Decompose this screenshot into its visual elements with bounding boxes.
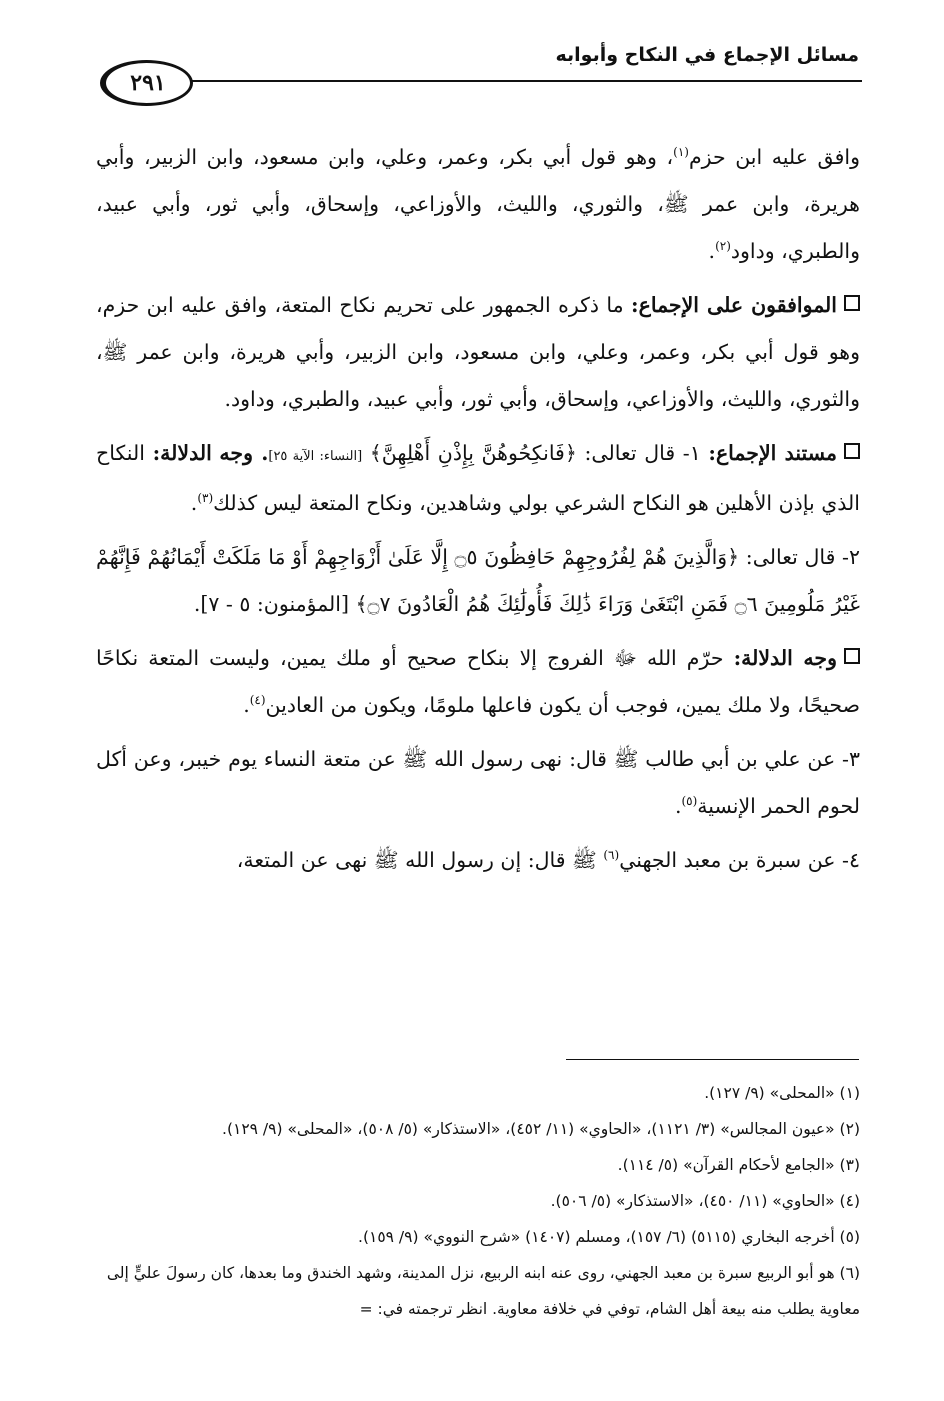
footnote-ref-2[interactable]: (٢) <box>715 239 731 254</box>
p3-text-a: ١- قال تعالى: ﴿فَانكِحُوهُنَّ بِإِذْنِ أَهْلِهِنَّ﴾ <box>369 441 701 465</box>
paragraph-3 <box>96 430 860 527</box>
footnote-2: (٢) «عيون المجالس» (٣/ ١١٢١)، «الحاوي» (١١/ ٤٥٢)، «الاستذكار» (٥/ ٥٠٨)، «المحلى» (٩/ ١٢٩). <box>222 1120 860 1138</box>
main-text <box>96 134 860 891</box>
footnote-ref-3[interactable]: (٣) <box>197 491 214 506</box>
p3-text-b: . وجه <box>219 441 269 465</box>
footnote-ref-6[interactable]: (٦) <box>603 848 620 863</box>
paragraph-2 <box>96 282 860 423</box>
section-marker-icon <box>844 443 860 459</box>
paragraph-7 <box>96 837 860 884</box>
p7-text-b: ﷺ قال: إن رسول الله ﷺ نهى عن المتعة، <box>236 848 597 872</box>
p6-text-b: . <box>674 794 682 818</box>
p6-text-a: ٣- عن علي بن أبي طالب ﷺ قال: نهى رسول الله ﷺ عن متعة النساء يوم خيبر، وعن أكل لحوم الحمر الإنسية <box>96 747 860 818</box>
p3-text-c: النكاح الذي بإذن الأهلين هو النكاح الشرعي بولي وشاهدين، ونكاح المتعة ليس كذلك <box>96 441 860 515</box>
footnote-ref-5[interactable]: (٥) <box>681 794 698 809</box>
verse-reference: [النساء: الآية ٢٥] <box>268 449 363 464</box>
paragraph-1 <box>96 134 860 275</box>
p5-text-a: حرّم الله ﷻ الفروج إلا بنكاح صحيح أو ملك يمين، وليست المتعة نكاحًا صحيحًا، ولا ملك يمين، فوجب أن يكون فاعلها ملومًا، ويكون من العادين <box>96 646 860 717</box>
p1-text-c: . <box>708 239 716 263</box>
p4-text: ٢- قال تعالى: ﴿وَالَّذِينَ هُمْ لِفُرُوجِهِمْ حَافِظُونَ ۝٥ إِلَّا عَلَىٰ أَزْوَاجِهِمْ أَوْ مَا مَلَكَتْ أَيْمَانُهُمْ فَإِنَّهُمْ غَيْرُ مَلُومِينَ ۝٦ فَمَنِ ابْتَغَىٰ وَرَاءَ ذَٰلِكَ فَأُولَٰئِكَ هُمُ الْعَادُونَ ۝٧﴾ [المؤمنون: ٥ - ٧]. <box>96 545 860 616</box>
section-heading-basis: مستند الإجماع: <box>708 441 837 465</box>
p1-text-b: ، وهو قول أبي بكر، وعمر، وعلي، وابن مسعود، وابن الزبير، وأبي هريرة، وابن عمر ﷺ، والثوري، والليث، والأوزاعي، وإسحاق، وأبي ثور، وأبي عبيد، والطبري، وداود <box>96 145 860 263</box>
paragraph-6 <box>96 736 860 830</box>
footnote-separator <box>566 1059 859 1060</box>
footnote-1: (١) «المحلى» (٩/ ١٢٧). <box>704 1084 860 1102</box>
section-marker-icon <box>844 648 860 664</box>
p3-text-d: . <box>190 491 198 515</box>
p5-text-b: . <box>243 693 250 717</box>
footnote-ref-4[interactable]: (٤) <box>249 693 266 708</box>
footnote-3: (٣) «الجامع لأحكام القرآن» (٥/ ١١٤). <box>617 1156 860 1174</box>
header-rule <box>175 80 862 82</box>
page-number-badge <box>100 60 193 106</box>
p1-text-a: وافق عليه ابن حزم <box>688 145 861 169</box>
footnote-6: (٦) هو أبو الربيع سبرة بن معبد الجهني، روى عنه ابنه الربيع، نزل المدينة، وشهد الخندق وما بعدها، كان رسولَ عليٍّ إلى معاوية يطلب منه بيعة أهل الشام، توفي في خلافة معاوية. انظر ترجمته في: = <box>106 1264 860 1318</box>
p2-text: ما ذكره الجمهور على تحريم نكاح المتعة، وافق عليه ابن حزم، وهو قول أبي بكر، وعمر، وعلي، وابن مسعود، وابن الزبير، وأبي هريرة، وابن عمر ﷺ، والثوري، والليث، والأوزاعي، وإسحاق، وأبي ثور، وأبي عبيد، والطبري، وداود. <box>96 293 860 411</box>
section-heading-evidence-2: وجه الدلالة: <box>733 646 837 670</box>
footnotes <box>92 1075 860 1327</box>
footnote-ref-1[interactable]: (١) <box>673 145 689 160</box>
footnote-4: (٤) «الحاوي» (١١/ ٤٥٠)، «الاستذكار» (٥/ ٥٠٦). <box>550 1192 860 1210</box>
footnote-5: (٥) أخرجه البخاري (٥١١٥) (٦/ ١٥٧)، ومسلم (١٤٠٧) «شرح النووي» (٩/ ١٥٩). <box>358 1228 860 1246</box>
paragraph-5 <box>96 635 860 729</box>
section-marker-icon <box>844 295 860 311</box>
paragraph-4 <box>96 534 860 628</box>
section-heading-evidence: الدلالة: <box>152 441 212 465</box>
p7-text-a: ٤- عن سبرة بن معبد الجهني <box>619 848 860 872</box>
page-number: ٢٩١ <box>130 70 166 96</box>
section-heading-consenters: الموافقون على الإجماع: <box>631 293 837 317</box>
running-title: مسائل الإجماع في النكاح وأبوابه <box>555 44 859 66</box>
